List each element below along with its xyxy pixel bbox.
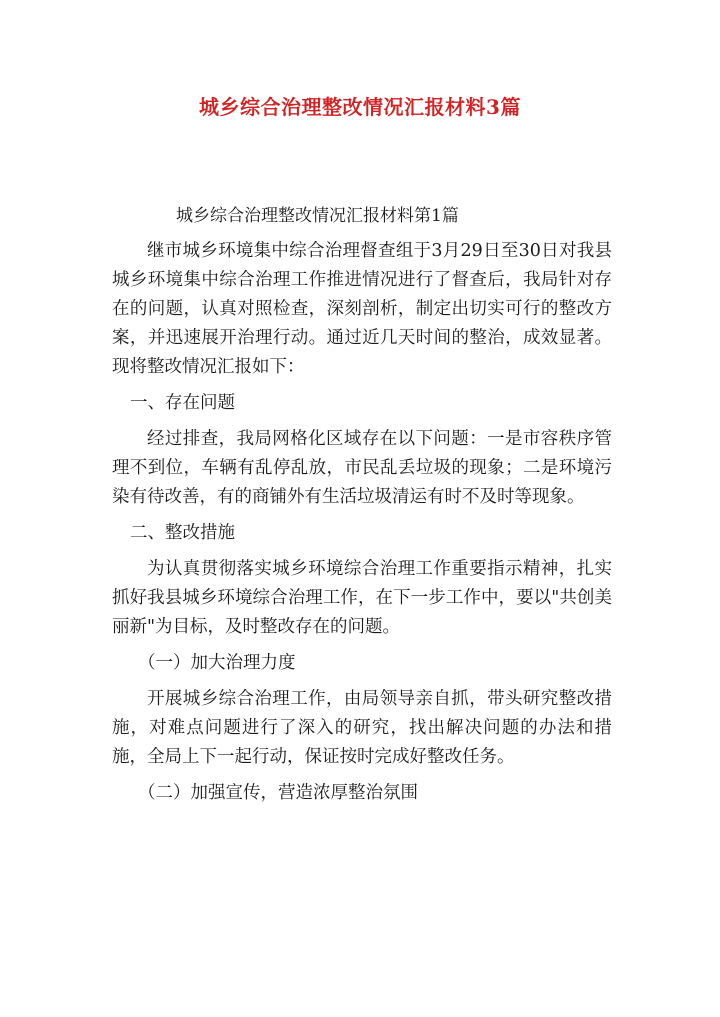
- measures-paragraph: 为认真贯彻落实城乡环境综合治理工作重要指示精神，扎实抓好我县城乡环境综合治理工作，在下一步工作中，要以"共创美丽新"为目标，及时整改存在的问题。: [112, 559, 612, 637]
- intensify-paragraph: 开展城乡综合治理工作，由局领导亲自抓，带头研究整改措施，对难点问题进行了深入的研究，找出解决问题的办法和措施，全局上下一起行动，保证按时完成好整改任务。: [112, 689, 612, 767]
- document-title: 城乡综合治理整改情况汇报材料3篇: [199, 95, 521, 119]
- subheading-publicity: （二）加强宣传，营造浓厚整治氛围: [138, 783, 418, 803]
- document-subtitle: 城乡综合治理整改情况汇报材料第1篇: [176, 206, 459, 226]
- problems-paragraph: 经过排查，我局网格化区域存在以下问题：一是市容秩序管理不到位，车辆有乱停乱放，市民乱丢垃圾的现象；二是环境污染有待改善，有的商铺外有生活垃圾清运有时不及时等现象。: [112, 429, 612, 507]
- document-body: [112, 202, 612, 815]
- intro-paragraph: 继市城乡环境集中综合治理督查组于3月29日至30日对我县城乡环境集中综合治理工作推进情况进行了督查后，我局针对存在的问题，认真对照检查，深刻剖析，制定出切实可行的整改方案，并迅速展开治理行动。通过近几天时间的整治，成效显著。现将整改情况汇报如下：: [112, 241, 612, 377]
- section-heading-measures: 二、整改措施: [130, 523, 235, 543]
- section-heading-problems: 一、存在问题: [130, 393, 235, 413]
- subheading-intensify: （一）加大治理力度: [138, 653, 296, 673]
